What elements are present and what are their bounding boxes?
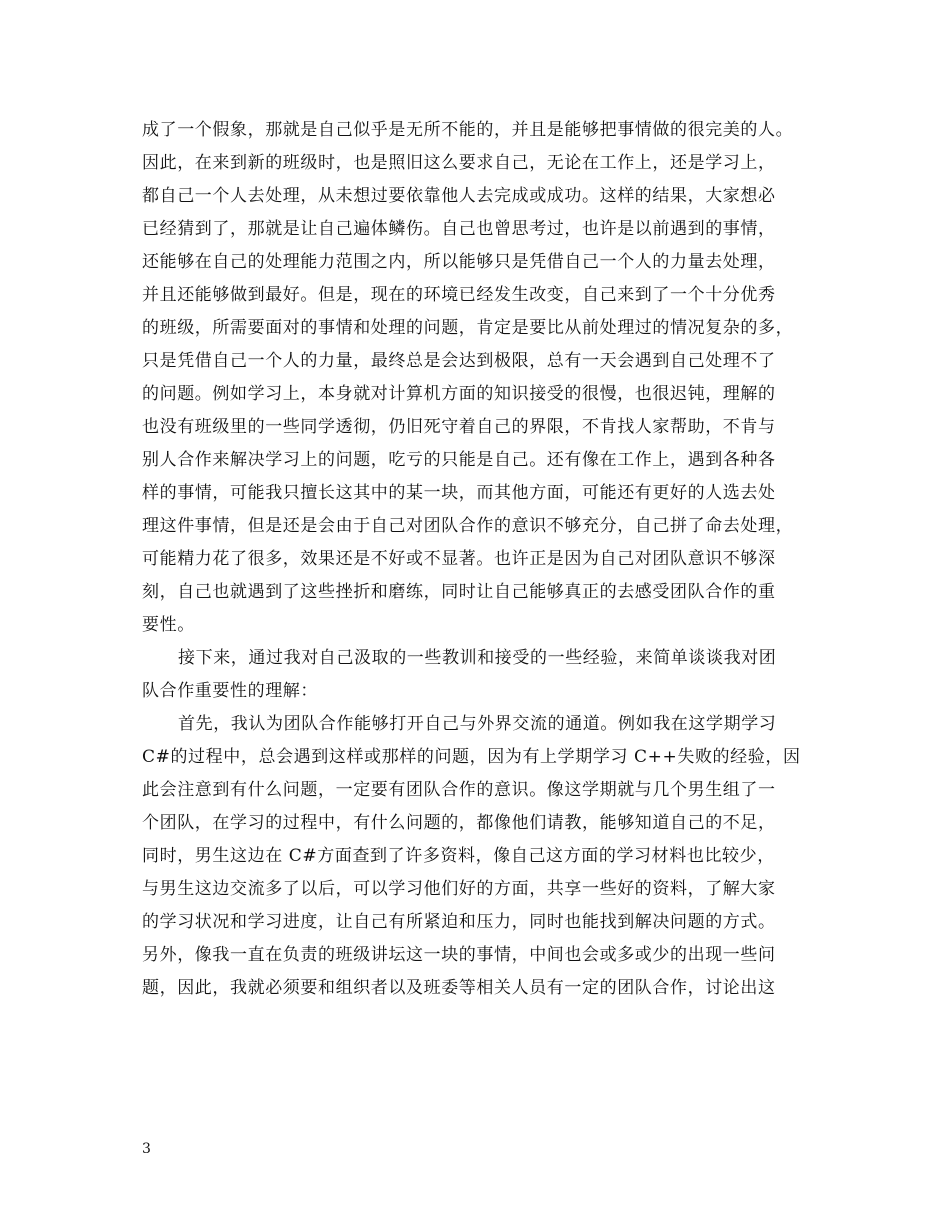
text-line: 的问题。例如学习上，本身就对计算机方面的知识接受的很慢，也很迟钝，理解的 xyxy=(142,384,776,404)
text-line: 已经猜到了，那就是让自己遍体鳞伤。自己也曾思考过，也许是以前遇到的事情， xyxy=(142,219,776,239)
text-line: 因此，在来到新的班级时，也是照旧这么要求自己，无论在工作上，还是学习上， xyxy=(142,153,776,173)
text-line: 与男生这边交流多了以后，可以学习他们好的方面，共享一些好的资料，了解大家 xyxy=(142,879,776,899)
page-number: 3 xyxy=(142,1141,151,1157)
paragraph-start-line: 接下来，通过我对自己汲取的一些教训和接受的一些经验，来简单谈谈我对团 xyxy=(178,648,777,668)
text-line: 并且还能够做到最好。但是，现在的环境已经发生改变，自己来到了一个十分优秀 xyxy=(142,285,776,305)
text-line: 只是凭借自己一个人的力量，最终总是会达到极限，总有一天会遇到自己处理不了 xyxy=(142,351,776,371)
text-line: 另外，像我一直在负责的班级讲坛这一块的事情，中间也会或多或少的出现一些问 xyxy=(142,945,776,965)
text-line: 个团队，在学习的过程中，有什么问题的，都像他们请教，能够知道自己的不足， xyxy=(142,813,776,833)
paragraph-start-line: 首先，我认为团队合作能够打开自己与外界交流的通道。例如我在这学期学习 xyxy=(178,714,777,734)
text-line: 样的事情，可能我只擅长这其中的某一块，而其他方面，可能还有更好的人选去处 xyxy=(142,483,776,503)
text-line: 同时，男生这边在 C#方面查到了许多资料，像自己这方面的学习材料也比较少， xyxy=(142,846,775,866)
text-line: 都自己一个人去处理，从未想过要依靠他人去完成或成功。这样的结果，大家想必 xyxy=(142,186,776,206)
text-line: 可能精力花了很多，效果还是不好或不显著。也许正是因为自己对团队意识不够深 xyxy=(142,549,776,569)
text-line: 别人合作来解决学习上的问题，吃亏的只能是自己。还有像在工作上，遇到各种各 xyxy=(142,450,776,470)
text-line: 队合作重要性的理解： xyxy=(142,681,318,701)
text-line: 刻，自己也就遇到了这些挫折和磨练，同时让自己能够真正的去感受团队合作的重 xyxy=(142,582,776,602)
text-line: 理这件事情，但是还是会由于自己对团队合作的意识不够充分，自己拼了命去处理， xyxy=(142,516,794,536)
text-line: C#的过程中，总会遇到这样或那样的问题，因为有上学期学习 C++失败的经验，因 xyxy=(142,747,801,767)
text-line: 的班级，所需要面对的事情和处理的问题，肯定是要比从前处理过的情况复杂的多， xyxy=(142,318,794,338)
text-line: 题，因此，我就必须要和组织者以及班委等相关人员有一定的团队合作，讨论出这 xyxy=(142,978,776,998)
text-line: 此会注意到有什么问题，一定要有团队合作的意识。像这学期就与几个男生组了一 xyxy=(142,780,776,800)
text-line: 要性。 xyxy=(142,615,195,635)
text-line: 也没有班级里的一些同学透彻，仍旧死守着自己的界限，不肯找人家帮助，不肯与 xyxy=(142,417,776,437)
text-line: 成了一个假象，那就是自己似乎是无所不能的，并且是能够把事情做的很完美的人。 xyxy=(142,120,794,140)
text-line: 的学习状况和学习进度，让自己有所紧迫和压力，同时也能找到解决问题的方式。 xyxy=(142,912,776,932)
body-text xyxy=(142,114,842,1005)
text-line: 还能够在自己的处理能力范围之内，所以能够只是凭借自己一个人的力量去处理， xyxy=(142,252,776,272)
